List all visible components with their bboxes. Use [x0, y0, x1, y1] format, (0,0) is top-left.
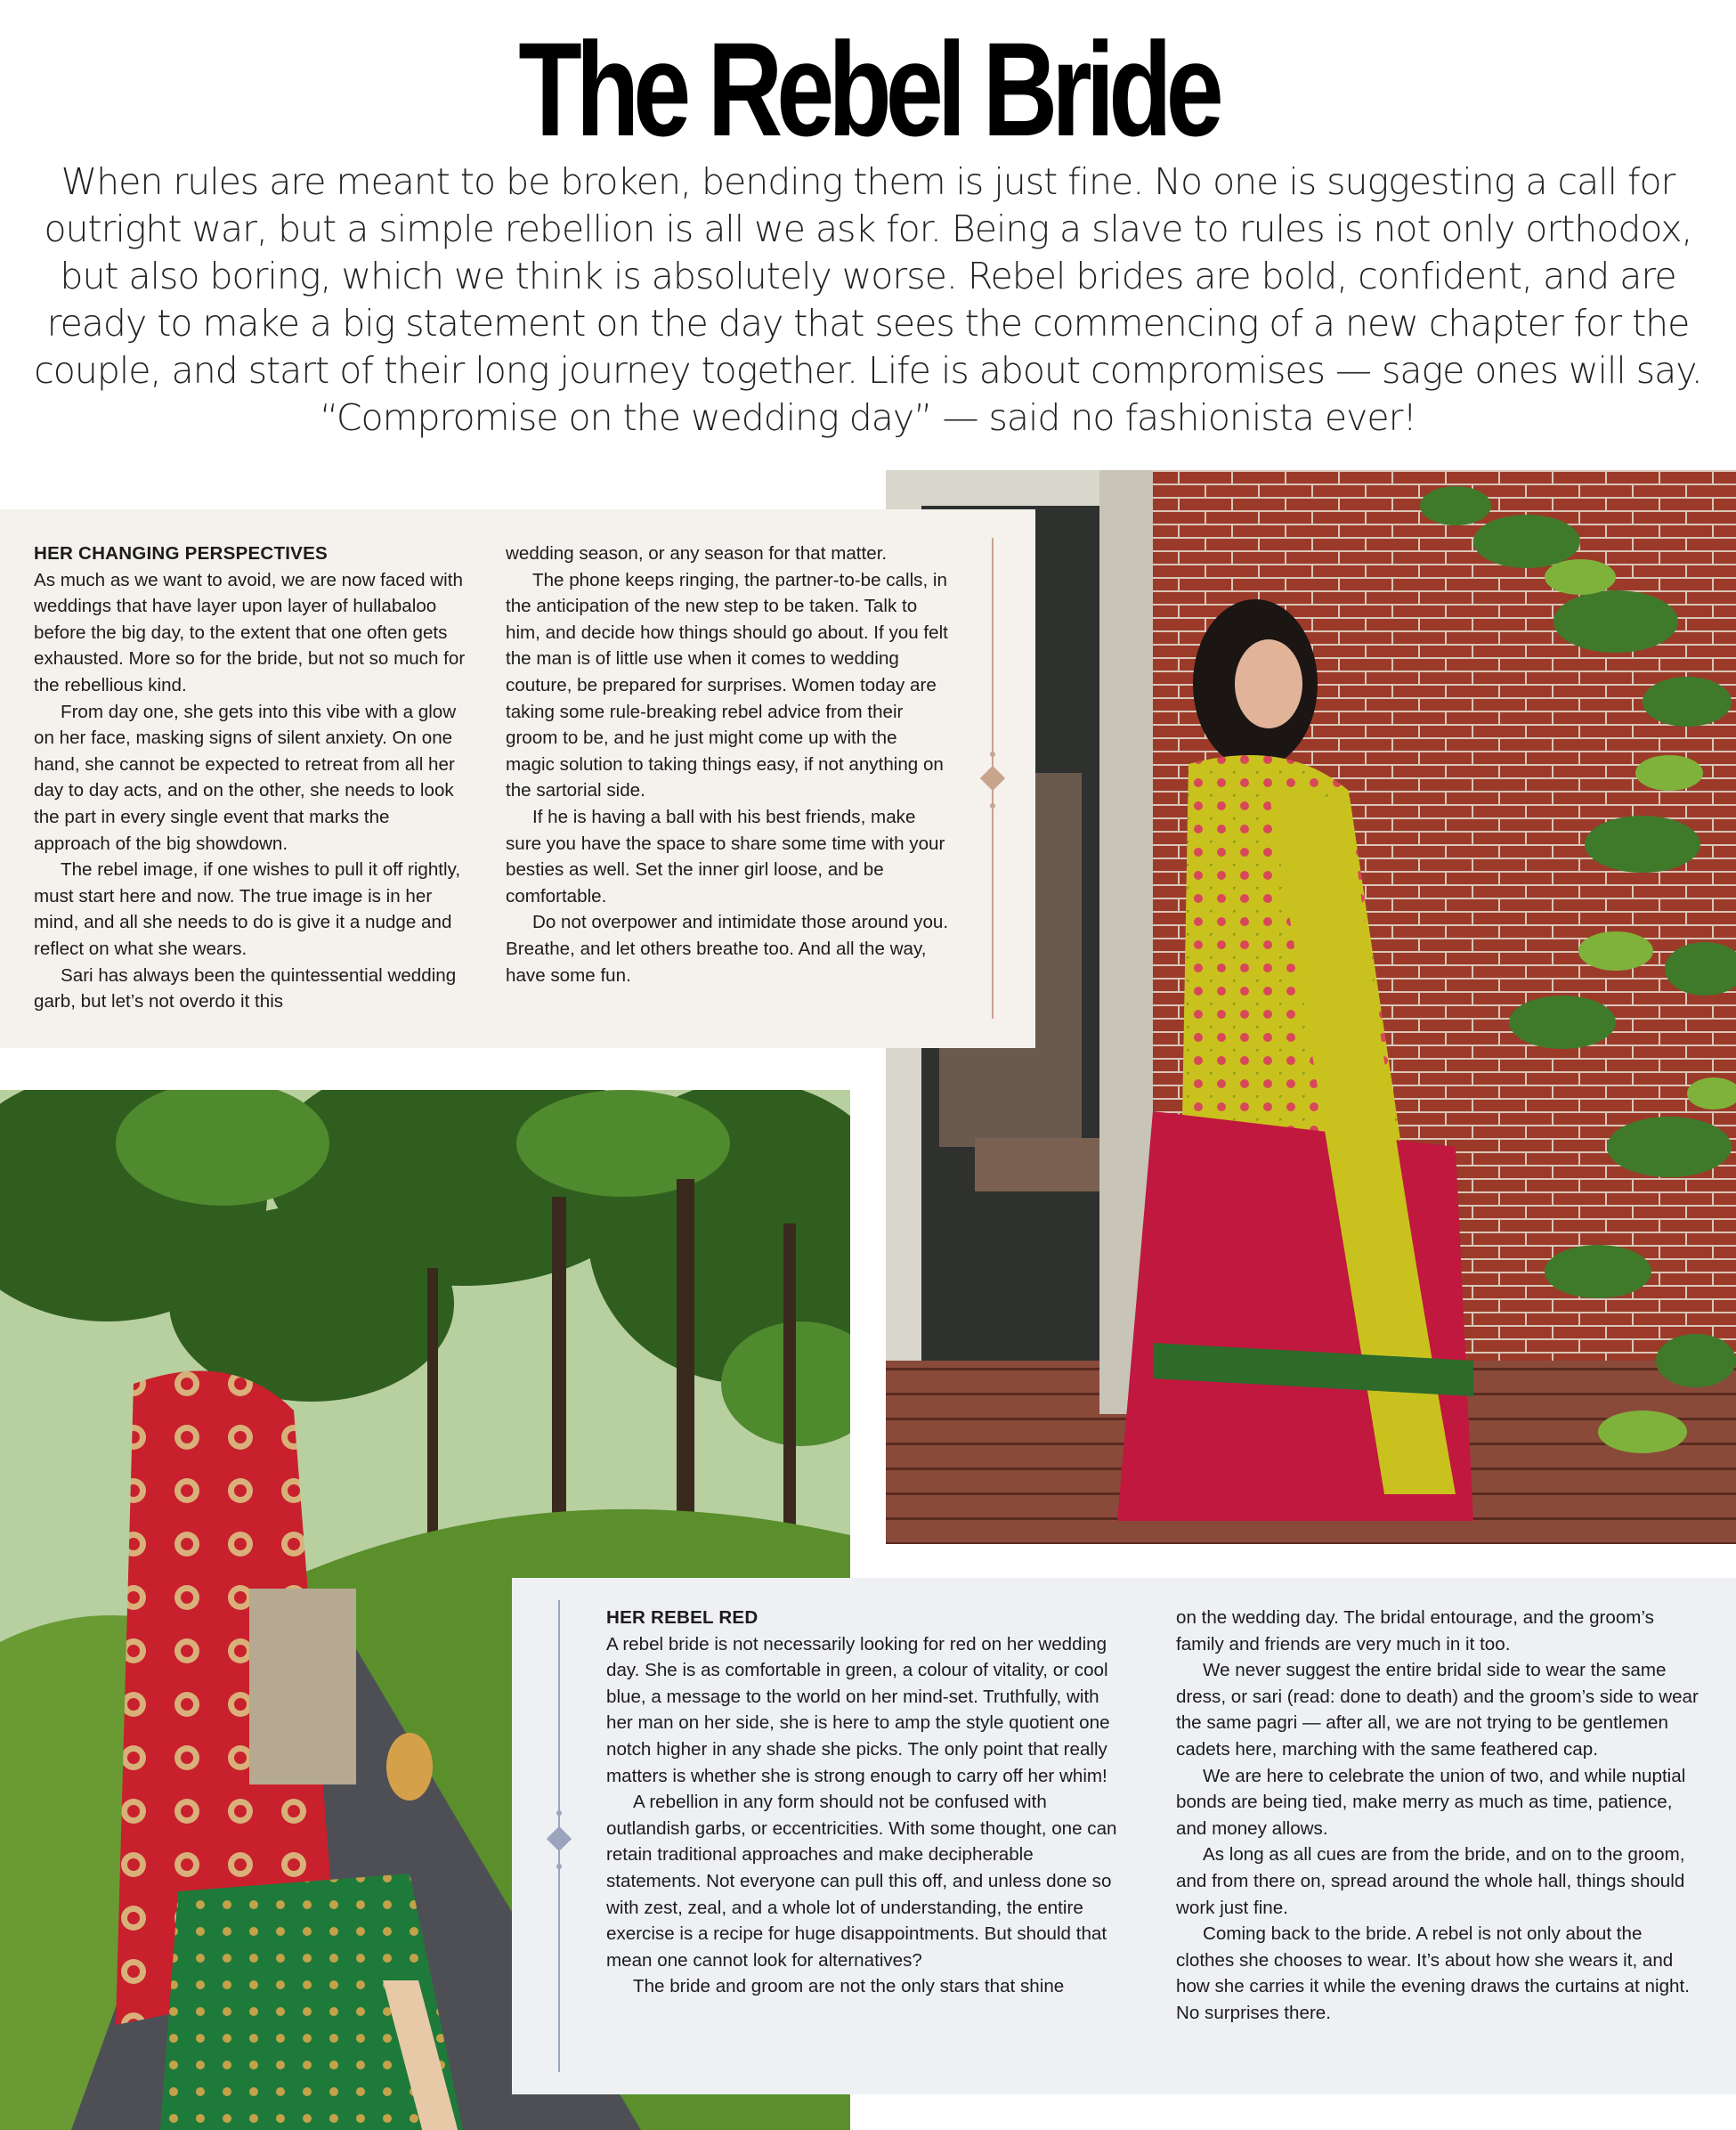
section1-paragraph: wedding season, or any season for that matter. [506, 543, 888, 564]
section1-paragraph: As much as we want to avoid, we are now faced with weddings that have layer upon layer of hullabaloo before the big day, to the extent that one often gets exhausted. More so for the bride, but not so much for the rebellious kind. [34, 569, 466, 695]
section1-paragraph: From day one, she gets into this vibe with a glow on her face, masking signs of silent anxiety. On one hand, she cannot be expected to retreat from all her day to day acts, and on the other, she needs to look the part in every single event that marks the approach of the big showdown. [34, 701, 457, 854]
section1-paragraph: Do not overpower and intimidate those around you. Breathe, and let others breathe too. And all the way, have some fun. [506, 912, 949, 986]
panel1-column-1 [34, 541, 466, 1015]
panel2-divider [558, 1600, 560, 2072]
section2-paragraph: We are here to celebrate the union of two, and while nuptial bonds are being tied, make merry as much as time, patience, and money allows. [1176, 1765, 1686, 1839]
section1-paragraph: The phone keeps ringing, the partner-to-be calls, in the anticipation of the new step to be taken. Talk to him, and decide how things should go about. If you felt the man is of little use when it comes to wedding couture, be prepared for surprises. Women today are taking some rule-breaking rebel advice from their groom to be, and he just might come up with the magic solution to taking things easy, if not anything on the sartorial side. [506, 569, 948, 801]
section2-paragraph: Coming back to the bride. A rebel is not only about the clothes she chooses to wear. It’s about how she wears it, and how she carries it while the evening draws the curtains at night. No surprises there. [1176, 1923, 1690, 2023]
section2-paragraph: A rebellion in any form should not be confused with outlandish garbs, or eccentricities. With some thought, one can retain traditional approaches and make decipherable statements. Not everyone can pull this off, and unless done so with zest, zeal, and a whole lot of understanding, the entire exercise is a recipe for huge disappointments. But should that mean one cannot look for alternatives? [606, 1792, 1117, 1971]
intro-paragraph: When rules are meant to be broken, bending them is just fine. No one is suggesting a call for outright war, but a simple rebellion is all we ask for. Being a slave to rules is not only orthodox, but also boring, which we think is absolutely worse. Rebel brides are bold, confident, and are ready to make a big statement on the day that sees the commencing of a new chapter for the couple, and start of their long journey together. Life is about compromises — sage ones will say. “Compromise on the wedding day” — said no fashionista ever! [34, 160, 1702, 439]
headline: The Rebel Bride [518, 14, 1218, 164]
section1-heading: HER CHANGING PERSPECTIVES [34, 543, 328, 564]
panel1-divider [992, 538, 994, 1019]
diamond-ornament-icon [980, 766, 1005, 791]
section2-paragraph: on the wedding day. The bridal entourage, and the groom’s family and friends are very much in it too. [1176, 1607, 1654, 1654]
section2-paragraph: We never suggest the entire bridal side to wear the same dress, or sari (read: done to death) and the groom’s side to wear the same pagri — after all, we are not trying to be gentlemen cadets here, marching with the same feathered cap. [1176, 1660, 1699, 1760]
section2-paragraph: As long as all cues are from the bride, and on to the groom, and from there on, spread around the whole hall, things should work just fine. [1176, 1844, 1685, 1918]
section1-paragraph: The rebel image, if one wishes to pull it off rightly, must start here and now. The true image is in her mind, and all she needs to do is give it a nudge and reflect on what she wears. [34, 859, 461, 959]
section1-paragraph: If he is having a ball with his best friends, make sure you have the space to share some time with your besties as well. Set the inner girl loose, and be comfortable. [506, 806, 945, 906]
panel2-column-2 [1176, 1605, 1701, 2027]
panel-her-changing-perspectives [0, 509, 1035, 1048]
panel2-column-1 [606, 1605, 1129, 2000]
panel-her-rebel-red [512, 1578, 1736, 2094]
section2-heading: HER REBEL RED [606, 1607, 758, 1628]
section2-paragraph: The bride and groom are not the only stars that shine [633, 1976, 1065, 1997]
diamond-ornament-icon [547, 1826, 572, 1851]
section2-paragraph: A rebel bride is not necessarily looking for red on her wedding day. She is as comfortable in green, a colour of vitality, or cool blue, a message to the world on her mind-set. Truthfully, with her man on her side, she is here to amp the style quotient one notch higher in any shade she picks. The only point that really matters is whether she is strong enough to carry off her whim! [606, 1633, 1110, 1786]
panel1-column-2 [506, 541, 949, 988]
section1-paragraph: Sari has always been the quintessential wedding garb, but let’s not overdo it this [34, 964, 457, 1012]
